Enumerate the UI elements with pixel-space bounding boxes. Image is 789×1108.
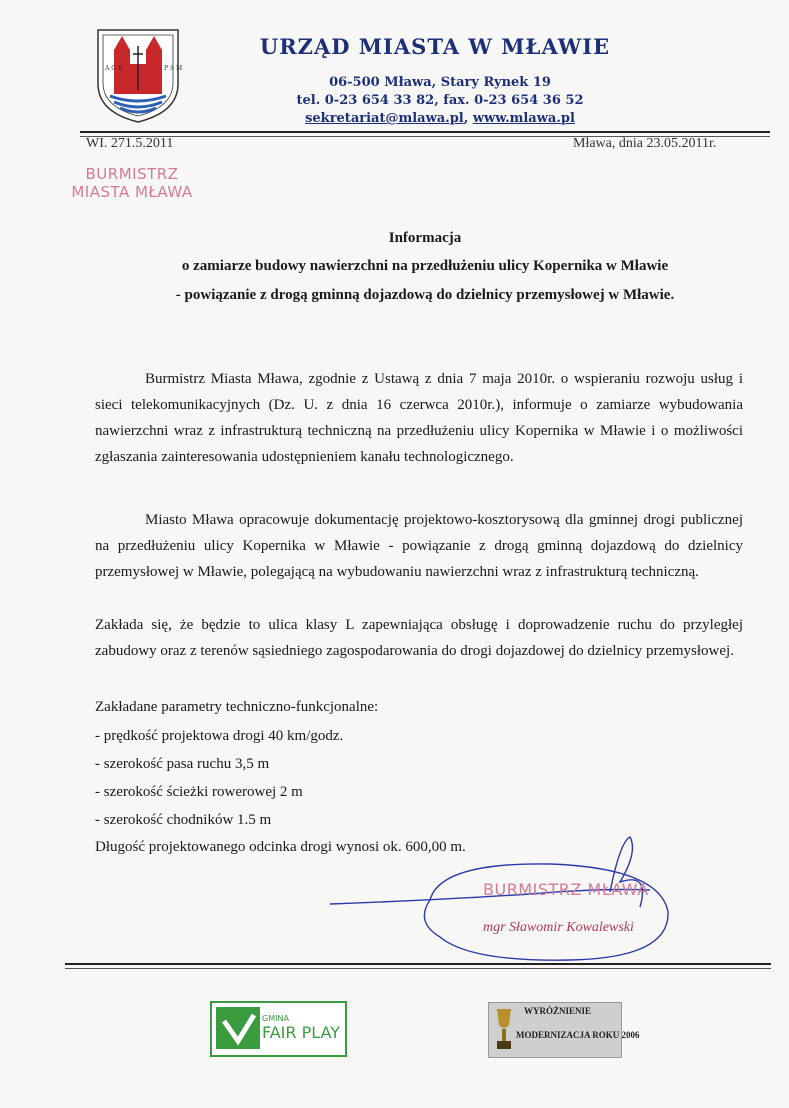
heading-title: Informacja <box>388 230 462 246</box>
parameter-item: - szerokość ścieżki rowerowej 2 m <box>95 784 303 800</box>
heading-subtitle-1: o zamiarze budowy nawierzchni na przedłużeniu ulicy Kopernika w Mławie <box>181 258 669 274</box>
checkmark-icon <box>216 1007 260 1049</box>
trophy-icon <box>493 1007 515 1053</box>
website-link[interactable]: www.mlawa.pl <box>472 111 575 126</box>
fair-play-label: FAIR PLAY <box>262 1023 341 1042</box>
stamp-line-2: MIASTA MŁAWA <box>71 183 193 201</box>
signature-stamp: BURMISTRZ MŁAWA <box>483 880 649 899</box>
parameter-item: - szerokość pasa ruchu 3,5 m <box>95 756 270 772</box>
footer-rule-thin <box>65 968 771 969</box>
office-address: 06-500 Mława, Stary Rynek 19 <box>329 75 551 90</box>
award-title: WYRÓŻNIENIE <box>524 1006 592 1016</box>
svg-text:P S M: P S M <box>164 65 183 72</box>
header-rule-thick <box>80 131 770 133</box>
mayor-stamp <box>62 165 202 201</box>
heading-subtitle-2: - powiązanie z drogą gminną dojazdową do dzielnicy przemysłowej w Mławie. <box>175 287 675 303</box>
road-length: Długość projektowanego odcinka drogi wynosi ok. 600,00 m. <box>95 839 466 855</box>
award-name: MODERNIZACJA ROKU 2006 <box>516 1030 640 1040</box>
svg-text:A O R: A O R <box>105 65 123 72</box>
parameters-intro: Zakładane parametry techniczno-funkcjonalne: <box>95 699 379 715</box>
parameter-item: - szerokość chodników 1.5 m <box>95 812 272 828</box>
fair-play-small-label: GMINA <box>262 1014 289 1023</box>
footer-rule-thick <box>65 963 771 965</box>
office-phone-fax: tel. 0-23 654 33 82, fax. 0-23 654 36 52 <box>296 93 584 108</box>
document-date: Mława, dnia 23.05.2011r. <box>573 136 717 151</box>
reference-number: WI. 271.5.2011 <box>86 136 174 151</box>
contact-separator: , <box>463 111 473 126</box>
office-contacts <box>200 111 680 126</box>
city-crest-logo <box>92 24 184 124</box>
signatory-name: mgr Sławomir Kowalewski <box>483 920 634 935</box>
handwritten-signature <box>320 832 680 972</box>
office-title: URZĄD MIASTA W MŁAWIE <box>259 34 611 59</box>
paragraph-road-class: Zakłada się, że będzie to ulica klasy L zapewniająca obsługę i doprowadzenie ruchu do przyległej zabudowy oraz z terenów sąsiedniego zagospodarowania do drogi dojazdowej do dzielnicy przemysłowej. <box>95 617 743 659</box>
parameter-item: - prędkość projektowa drogi 40 km/godz. <box>95 728 344 744</box>
email-link[interactable]: sekretariat@mlawa.pl <box>305 111 464 126</box>
paragraph-announcement: Burmistrz Miasta Mława, zgodnie z Ustawą z dnia 7 maja 2010r. o wspieraniu rozwoju usług i sieci telekomunikacyjnych (Dz. U. z dnia 16 czerwca 2010r.), informuje o zamiarze wybudowania nawierzchni wraz z infrastrukturą techniczną na przedłużeniu ulicy Kopernika w Mławie i o możliwości zgłaszania zainteresowania udostępnieniem kanału technologicznego. <box>95 371 743 465</box>
paragraph-documentation: Miasto Mława opracowuje dokumentację projektowo-kosztorysową dla gminnej drogi publicznej na przedłużeniu ulicy Kopernika w Mławie - powiązanie z drogą gminną dojazdową do dzielnicy przemysłowej w Mławie, polegającą na wybudowaniu nawierzchni wraz z infrastrukturą techniczną. <box>95 512 743 580</box>
stamp-line-1: BURMISTRZ <box>85 165 179 183</box>
